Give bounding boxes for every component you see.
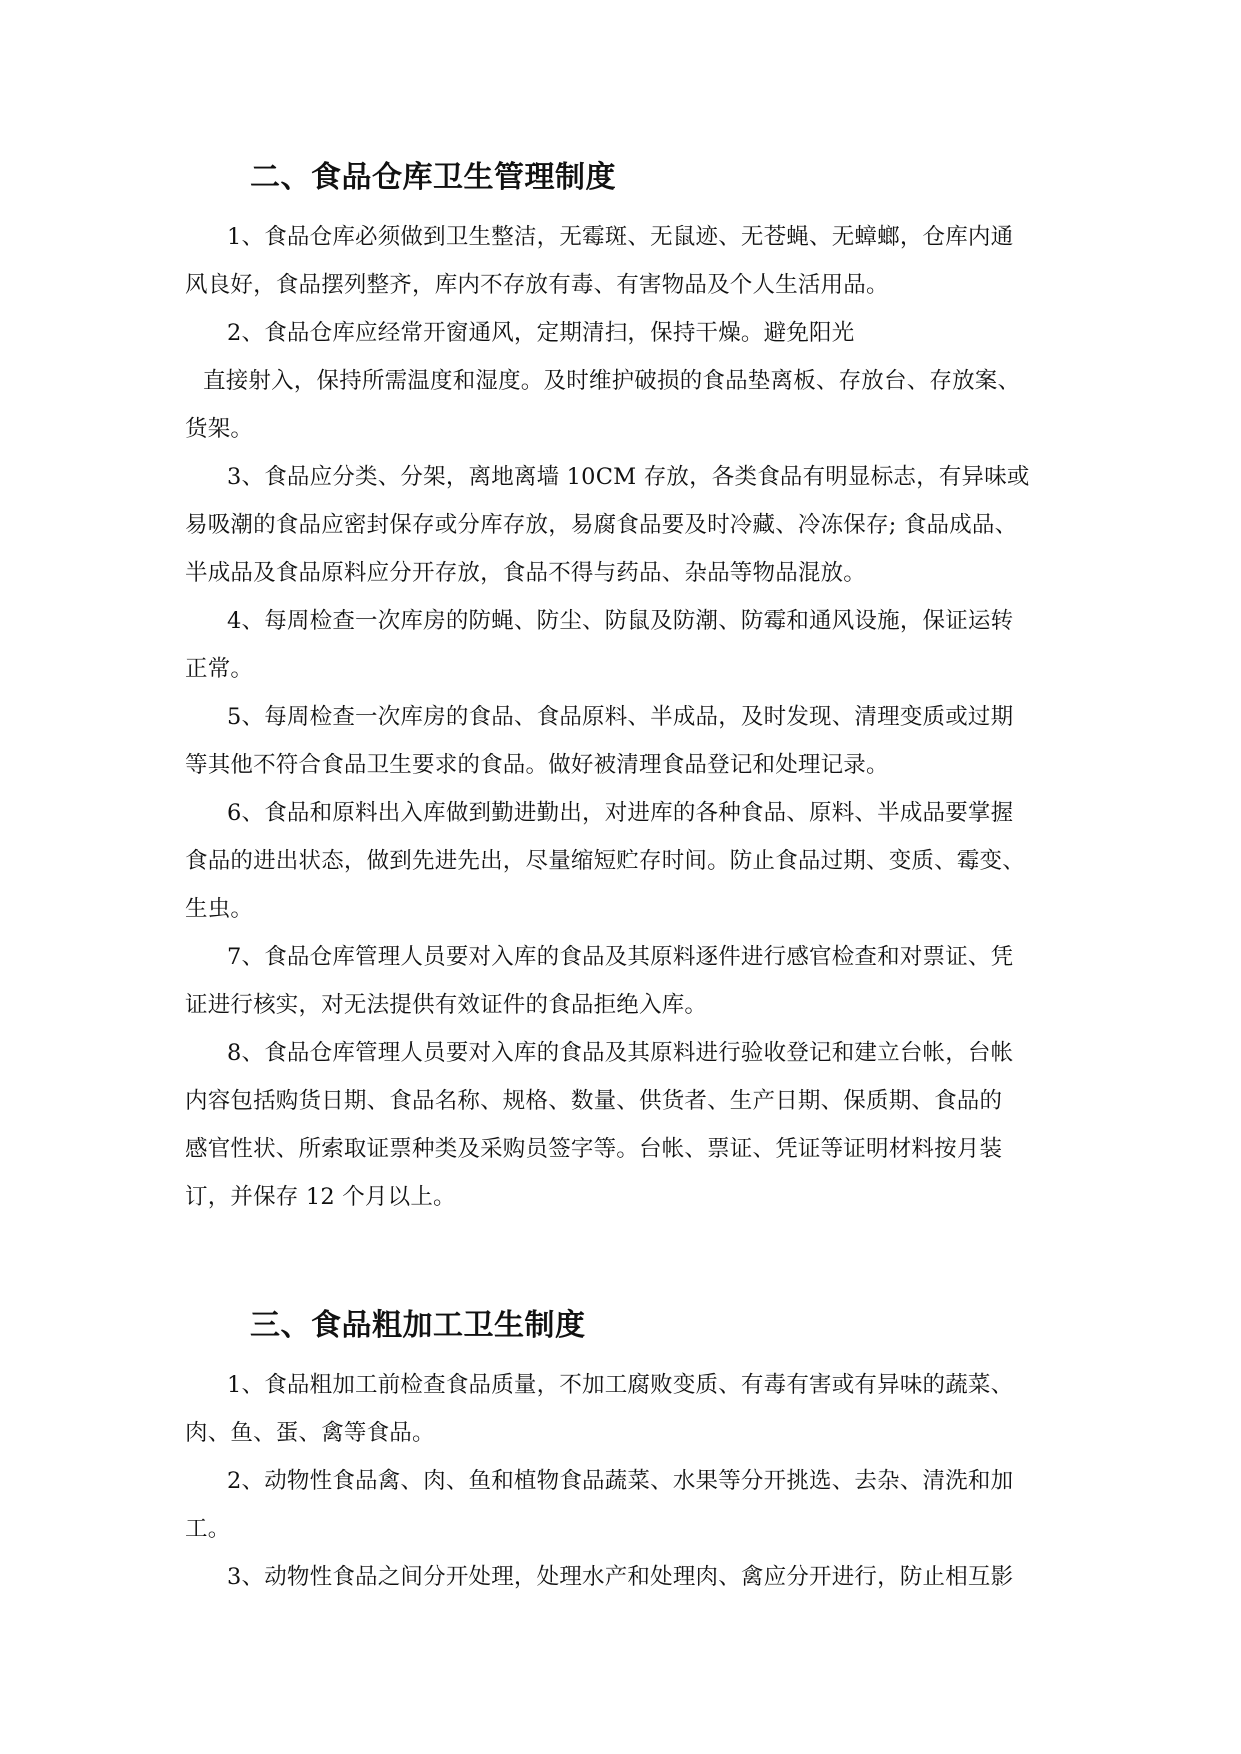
section-2-line: 风良好，食品摆列整齐，库内不存放有毒、有害物品及个人生活用品。: [185, 272, 889, 298]
section-3-line: 3、动物性食品之间分开处理，处理水产和处理肉、禽应分开进行，防止相互影: [227, 1564, 1014, 1590]
section-2-line: 8、食品仓库管理人员要对入库的食品及其原料进行验收登记和建立台帐，台帐: [227, 1040, 1014, 1066]
section-2-line: 半成品及食品原料应分开存放，食品不得与药品、杂品等物品混放。: [185, 560, 867, 586]
section-3-line: 工。: [185, 1516, 231, 1542]
section-2-line: 感官性状、所索取证票种类及采购员签字等。台帐、票证、凭证等证明材料按月装: [185, 1136, 1003, 1162]
section-2-line: 货架。: [185, 416, 254, 442]
section-2-title: 二、食品仓库卫生管理制度: [250, 160, 616, 195]
section-2-line: 证进行核实，对无法提供有效证件的食品拒绝入库。: [185, 992, 708, 1018]
section-2-line: 直接射入，保持所需温度和湿度。及时维护破损的食品垫离板、存放台、存放案、: [203, 368, 1021, 394]
section-2-line: 生虫。: [185, 896, 254, 922]
section-2-line: 1、食品仓库必须做到卫生整洁，无霉斑、无鼠迹、无苍蝇、无蟑螂，仓库内通: [227, 224, 1014, 250]
section-2-line: 食品的进出状态，做到先进先出，尽量缩短贮存时间。防止食品过期、变质、霉变、: [185, 848, 1025, 874]
section-2-line: 6、食品和原料出入库做到勤进勤出，对进库的各种食品、原料、半成品要掌握: [227, 800, 1014, 826]
section-2-line: 2、食品仓库应经常开窗通风，定期清扫，保持干燥。避免阳光: [227, 320, 855, 346]
section-3-line: 肉、鱼、蛋、禽等食品。: [185, 1420, 435, 1446]
section-2-line: 3、食品应分类、分架，离地离墙 10CM 存放，各类食品有明显标志，有异味或: [227, 464, 1030, 490]
section-3-line: 2、动物性食品禽、肉、鱼和植物食品蔬菜、水果等分开挑选、去杂、清洗和加: [227, 1468, 1014, 1494]
section-2-line: 订，并保存 12 个月以上。: [185, 1184, 456, 1210]
section-3-title: 三、食品粗加工卫生制度: [250, 1308, 586, 1343]
section-2-line: 4、每周检查一次库房的防蝇、防尘、防鼠及防潮、防霉和通风设施，保证运转: [227, 608, 1014, 634]
section-2-line: 正常。: [185, 656, 254, 682]
section-2-line: 7、食品仓库管理人员要对入库的食品及其原料逐件进行感官检查和对票证、凭: [227, 944, 1014, 970]
section-2-line: 等其他不符合食品卫生要求的食品。做好被清理食品登记和处理记录。: [185, 752, 889, 778]
section-2-line: 5、每周检查一次库房的食品、食品原料、半成品，及时发现、清理变质或过期: [227, 704, 1014, 730]
section-2-line: 内容包括购货日期、食品名称、规格、数量、供货者、生产日期、保质期、食品的: [185, 1088, 1003, 1114]
section-2-line: 易吸潮的食品应密封保存或分库存放，易腐食品要及时冷藏、冷冻保存; 食品成品、: [185, 512, 1018, 538]
section-3-line: 1、食品粗加工前检查食品质量，不加工腐败变质、有毒有害或有异味的蔬菜、: [227, 1372, 1014, 1398]
